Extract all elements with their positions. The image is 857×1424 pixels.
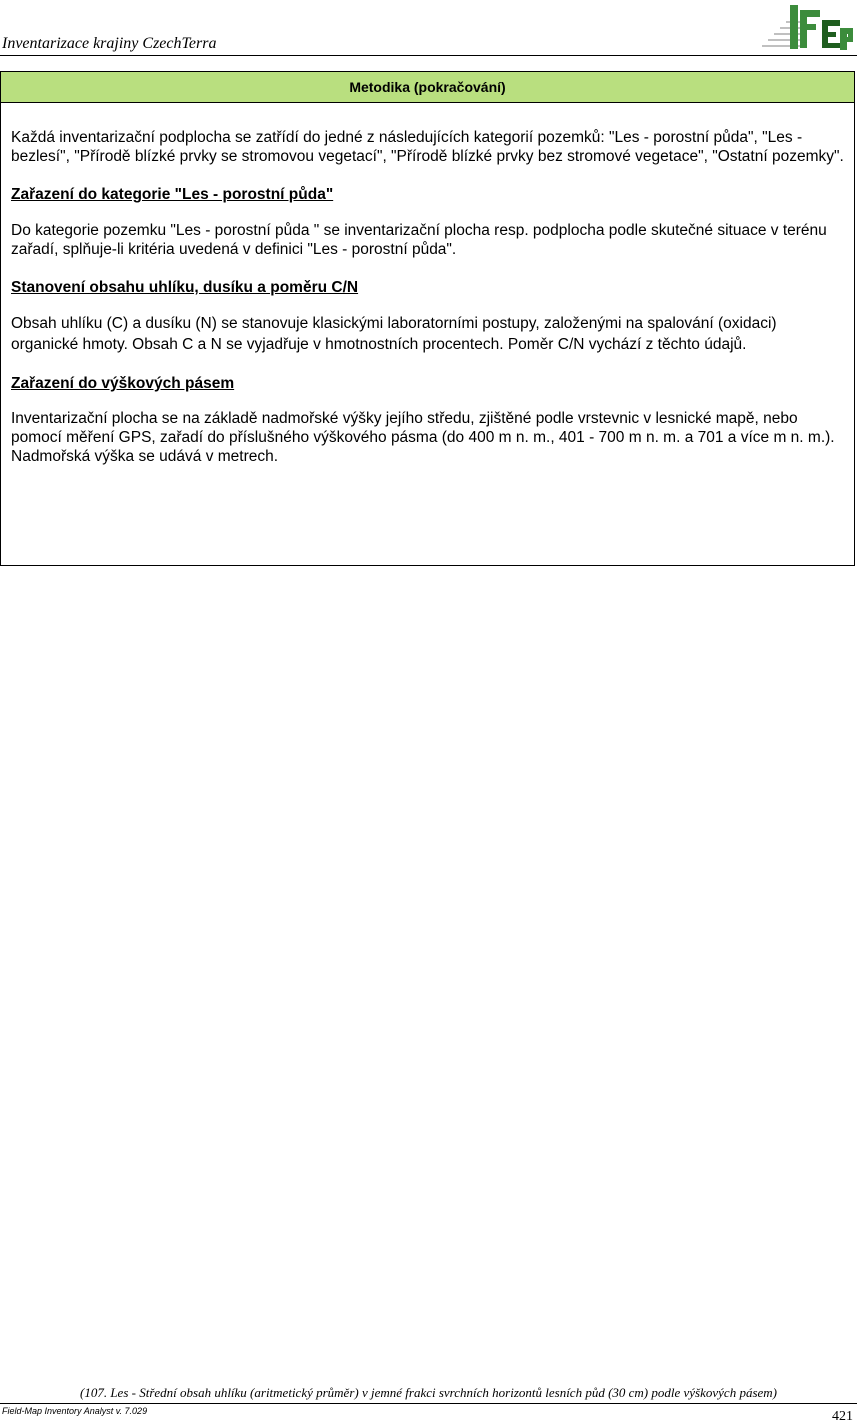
section-heading-altitude-zones: Zařazení do výškových pásem	[11, 375, 235, 392]
panel-body	[1, 103, 854, 466]
section-text-altitude-zones: Inventarizační plocha se na základě nadmořské výšky jejího středu, zjištěné podle vrstevnic v lesnické mapě, nebo pomocí měření GPS, zařadí do příslušného výškového pásma (do 400 m n. m., 401 - 700 m n. m. a 701 a více m n. m.). Nadmořská výška se udává v metrech.	[11, 410, 835, 465]
panel-title: Metodika (pokračování)	[1, 72, 854, 103]
ifer-logo	[760, 2, 854, 52]
intro-paragraph: Každá inventarizační podplocha se zatřídí do jedné z následujících kategorií pozemků: "Les - porostní půda", "Les - bezlesí", "Přírodě blízké prvky se stromovou vegetací", "Přírodě blízké prvky bez stromové vegetace", "Ostatní pozemky".	[11, 129, 844, 165]
software-version: Field-Map Inventory Analyst v. 7.029	[2, 1406, 148, 1416]
header-divider	[0, 55, 857, 56]
section-heading-forest-category: Zařazení do kategorie "Les - porostní půda"	[11, 186, 334, 203]
methodology-panel	[0, 71, 855, 566]
footer-divider	[0, 1403, 857, 1404]
section-text-carbon-nitrogen: Obsah uhlíku (C) a dusíku (N) se stanovuje klasickými laboratorními postupy, založenými na spalování (oxidaci) organické hmoty. Obsah C a N se vyjadřuje v hmotnostních procentech. Poměr C/N vychází z těchto údajů.	[11, 315, 777, 353]
section-text-forest-category: Do kategorie pozemku "Les - porostní půda " se inventarizační plocha resp. podplocha podle skutečné situace v terénu zařadí, splňuje-li kritéria uvedená v definici "Les - porostní půda".	[11, 222, 827, 258]
document-header-title: Inventarizace krajiny CzechTerra	[2, 35, 217, 52]
page-number: 421	[832, 1409, 853, 1424]
figure-caption: (107. Les - Střední obsah uhlíku (aritmetický průměr) v jemné frakci svrchních horizontů lesních půd (30 cm) podle výškových pásem)	[79, 1385, 777, 1400]
section-heading-carbon-nitrogen: Stanovení obsahu uhlíku, dusíku a poměru C/N	[11, 279, 359, 296]
